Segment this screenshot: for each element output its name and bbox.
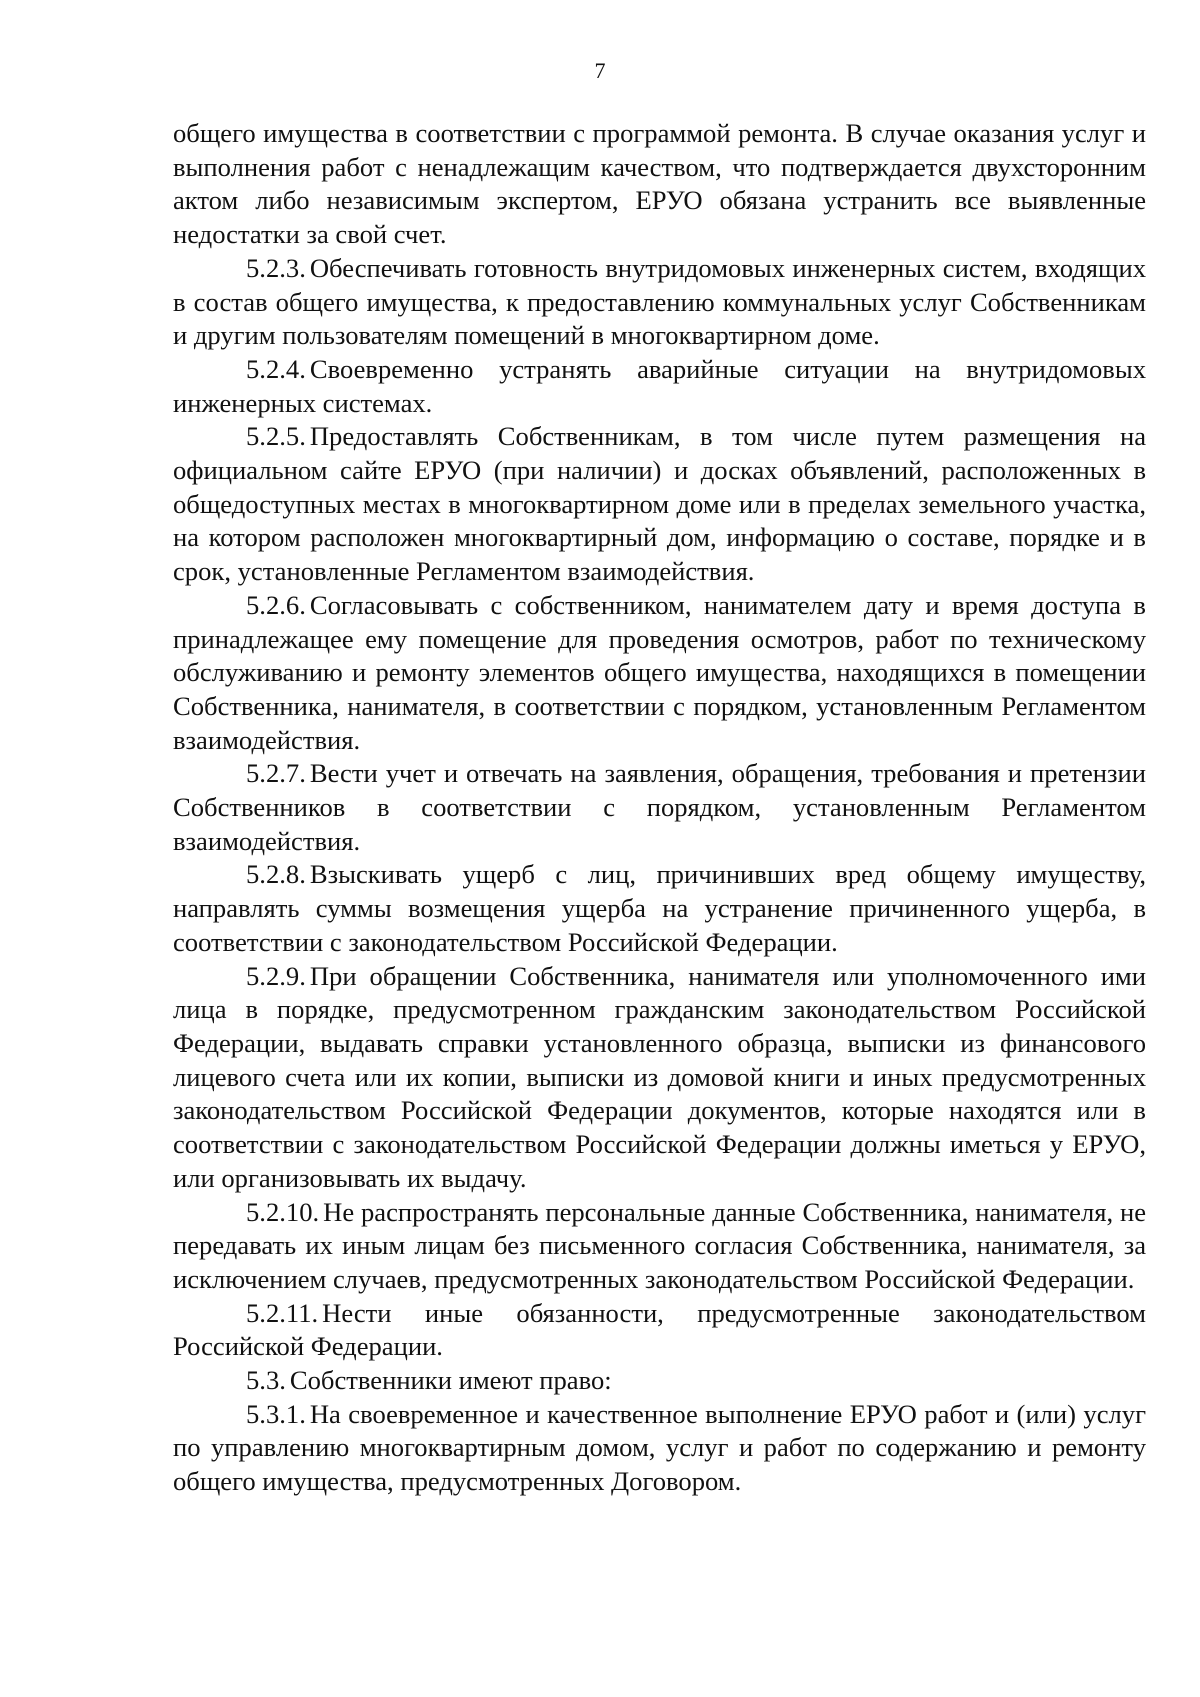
paragraph-5-2-6	[173, 589, 1146, 758]
paragraph-5-2-11	[173, 1297, 1146, 1364]
paragraph-5-2-3	[173, 252, 1146, 353]
paragraph-5-2-7	[173, 757, 1146, 858]
paragraph-5-2-8	[173, 858, 1146, 959]
paragraph-text: При обращении Собственника, нанимателя или уполномоченного ими лица в порядке, предусмотренном гражданским законодательством Российской Федерации, выдавать справки установленного образца, выписки из финансового лицевого счета или их копии, выписки из домовой книги и иных предусмотренных законодательством Российской Федерации документов, которые находятся или в соответствии с законодательством Российской Федерации должны иметься у ЕРУО, или организовывать их выдачу.	[173, 960, 1146, 1193]
paragraph-number: 5.2.5.	[246, 421, 306, 452]
paragraph-text: Собственники имеют право:	[289, 1365, 612, 1396]
paragraph-number: 5.3.	[246, 1365, 286, 1396]
paragraph-number: 5.2.6.	[246, 589, 306, 620]
paragraph-text: Вести учет и отвечать на заявления, обращения, требования и претензии Собственников в соответствии с порядком, установленным Регламентом взаимодействия.	[173, 758, 1146, 856]
paragraph-5-2-5	[173, 420, 1146, 589]
paragraph-number: 5.2.10.	[246, 1196, 320, 1227]
paragraph-text: Нести иные обязанности, предусмотренные законодательством Российской Федерации.	[173, 1297, 1146, 1362]
paragraph-number: 5.2.8.	[246, 859, 306, 890]
page-number: 7	[594, 58, 606, 83]
paragraph-5-2-4	[173, 353, 1146, 420]
paragraph-text: Обеспечивать готовность внутридомовых инженерных систем, входящих в состав общего имущества, к предоставлению коммунальных услуг Собственникам и другим пользователям помещений в многоквартирном доме.	[173, 252, 1146, 351]
paragraph-text: общего имущества в соответствии с программой ремонта. В случае оказания услуг и выполнения работ с ненадлежащим качеством, что подтверждается двухсторонним актом либо независимым экспертом, ЕРУО обязана устранить все выявленные недостатки за свой счет.	[173, 118, 1146, 250]
paragraph-text: Своевременно устранять аварийные ситуации на внутридомовых инженерных системах.	[173, 353, 1146, 418]
paragraph-text: Не распространять персональные данные Собственника, нанимателя, не передавать их иным лицам без письменного согласия Собственника, нанимателя, за исключением случаев, предусмотренных законодательством Российской Федерации.	[173, 1196, 1146, 1294]
paragraph-number: 5.3.1.	[246, 1398, 306, 1429]
paragraph-5-2-10	[173, 1196, 1146, 1297]
paragraph-5-2-9	[173, 960, 1146, 1196]
paragraph-number: 5.2.4.	[246, 353, 306, 384]
paragraph-text: Взыскивать ущерб с лиц, причинивших вред общему имуществу, направлять суммы возмещения ущерба на устранение причиненного ущерба, в соответствии с законодательством Российской Федерации.	[173, 859, 1146, 957]
paragraph-5-3	[173, 1364, 1146, 1398]
paragraph-number: 5.2.7.	[246, 758, 306, 789]
paragraph-number: 5.2.11.	[246, 1297, 319, 1328]
paragraph-text: На своевременное и качественное выполнение ЕРУО работ и (или) услуг по управлению многоквартирным домом, услуг и работ по содержанию и ремонту общего имущества, предусмотренных Договором.	[173, 1398, 1146, 1497]
paragraph-5-3-1	[173, 1398, 1146, 1499]
paragraph-number: 5.2.3.	[246, 252, 306, 283]
document-body	[173, 117, 1146, 1499]
paragraph-number: 5.2.9.	[246, 960, 306, 991]
paragraph-text: Согласовывать с собственником, нанимателем дату и время доступа в принадлежащее ему помещение для проведения осмотров, работ по техническому обслуживанию и ремонту элементов общего имущества, находящихся в помещении Собственника, нанимателя, в соответствии с порядком, установленным Регламентом взаимодействия.	[173, 589, 1146, 755]
paragraph-continuation	[173, 117, 1146, 252]
paragraph-text: Предоставлять Собственникам, в том числе путем размещения на официальном сайте ЕРУО (при наличии) и досках объявлений, расположенных в общедоступных местах в многоквартирном доме или в пределах земельного участка, на котором расположен многоквартирный дом, информацию о составе, порядке и в срок, установленные Регламентом взаимодействия.	[173, 421, 1146, 587]
